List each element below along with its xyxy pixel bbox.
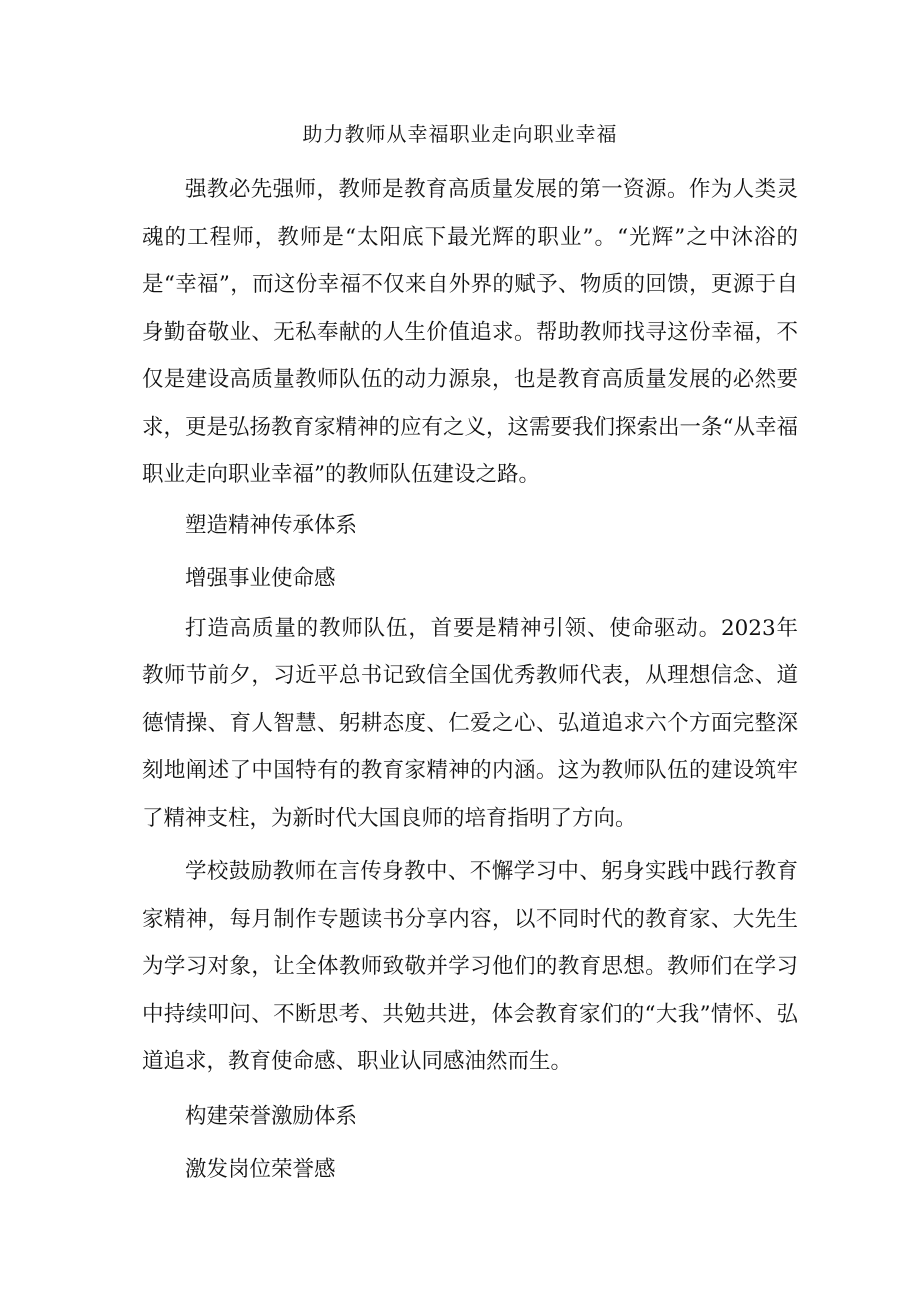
body-paragraph: 打造高质量的教师队伍，首要是精神引领、使命驱动。2023年教师节前夕，习近平总书记致信全国优秀教师代表，从理想信念、道德情操、育人智慧、躬耕态度、仁爱之心、弘道追求六个方面完整深刻地阐述了中国特有的教育家精神的内涵。这为教师队伍的建设筑牢了精神支柱，为新时代大国良师的培育指明了方向。 bbox=[142, 615, 798, 831]
subsection-heading: 激发岗位荣誉感 bbox=[185, 1156, 336, 1182]
subsection-heading: 增强事业使命感 bbox=[185, 565, 336, 591]
section-heading: 构建荣誉激励体系 bbox=[185, 1103, 358, 1129]
document-title: 助力教师从幸福职业走向职业幸福 bbox=[302, 122, 618, 146]
section-heading: 塑造精神传承体系 bbox=[185, 512, 358, 538]
document-body bbox=[142, 166, 798, 1196]
body-paragraph: 学校鼓励教师在言传身教中、不懈学习中、躬身实践中践行教育家精神，每月制作专题读书分享内容，以不同时代的教育家、大先生为学习对象，让全体教师致敬并学习他们的教育思想。教师们在学习中持续叩问、不断思考、共勉共进，体会教育家们的“大我”情怀、弘道追求，教育使命感、职业认同感油然而生。 bbox=[142, 859, 798, 1074]
intro-paragraph: 强教必先强师，教师是教育高质量发展的第一资源。作为人类灵魂的工程师，教师是“太阳底下最光辉的职业”。“光辉”之中沐浴的是“幸福”，而这份幸福不仅来自外界的赋予、物质的回馈，更源于自身勤奋敬业、无私奉献的人生价值追求。帮助教师找寻这份幸福，不仅是建设高质量教师队伍的动力源泉，也是教育高质量发展的必然要求，更是弘扬教育家精神的应有之义，这需要我们探索出一条“从幸福职业走向职业幸福”的教师队伍建设之路。 bbox=[142, 177, 798, 487]
